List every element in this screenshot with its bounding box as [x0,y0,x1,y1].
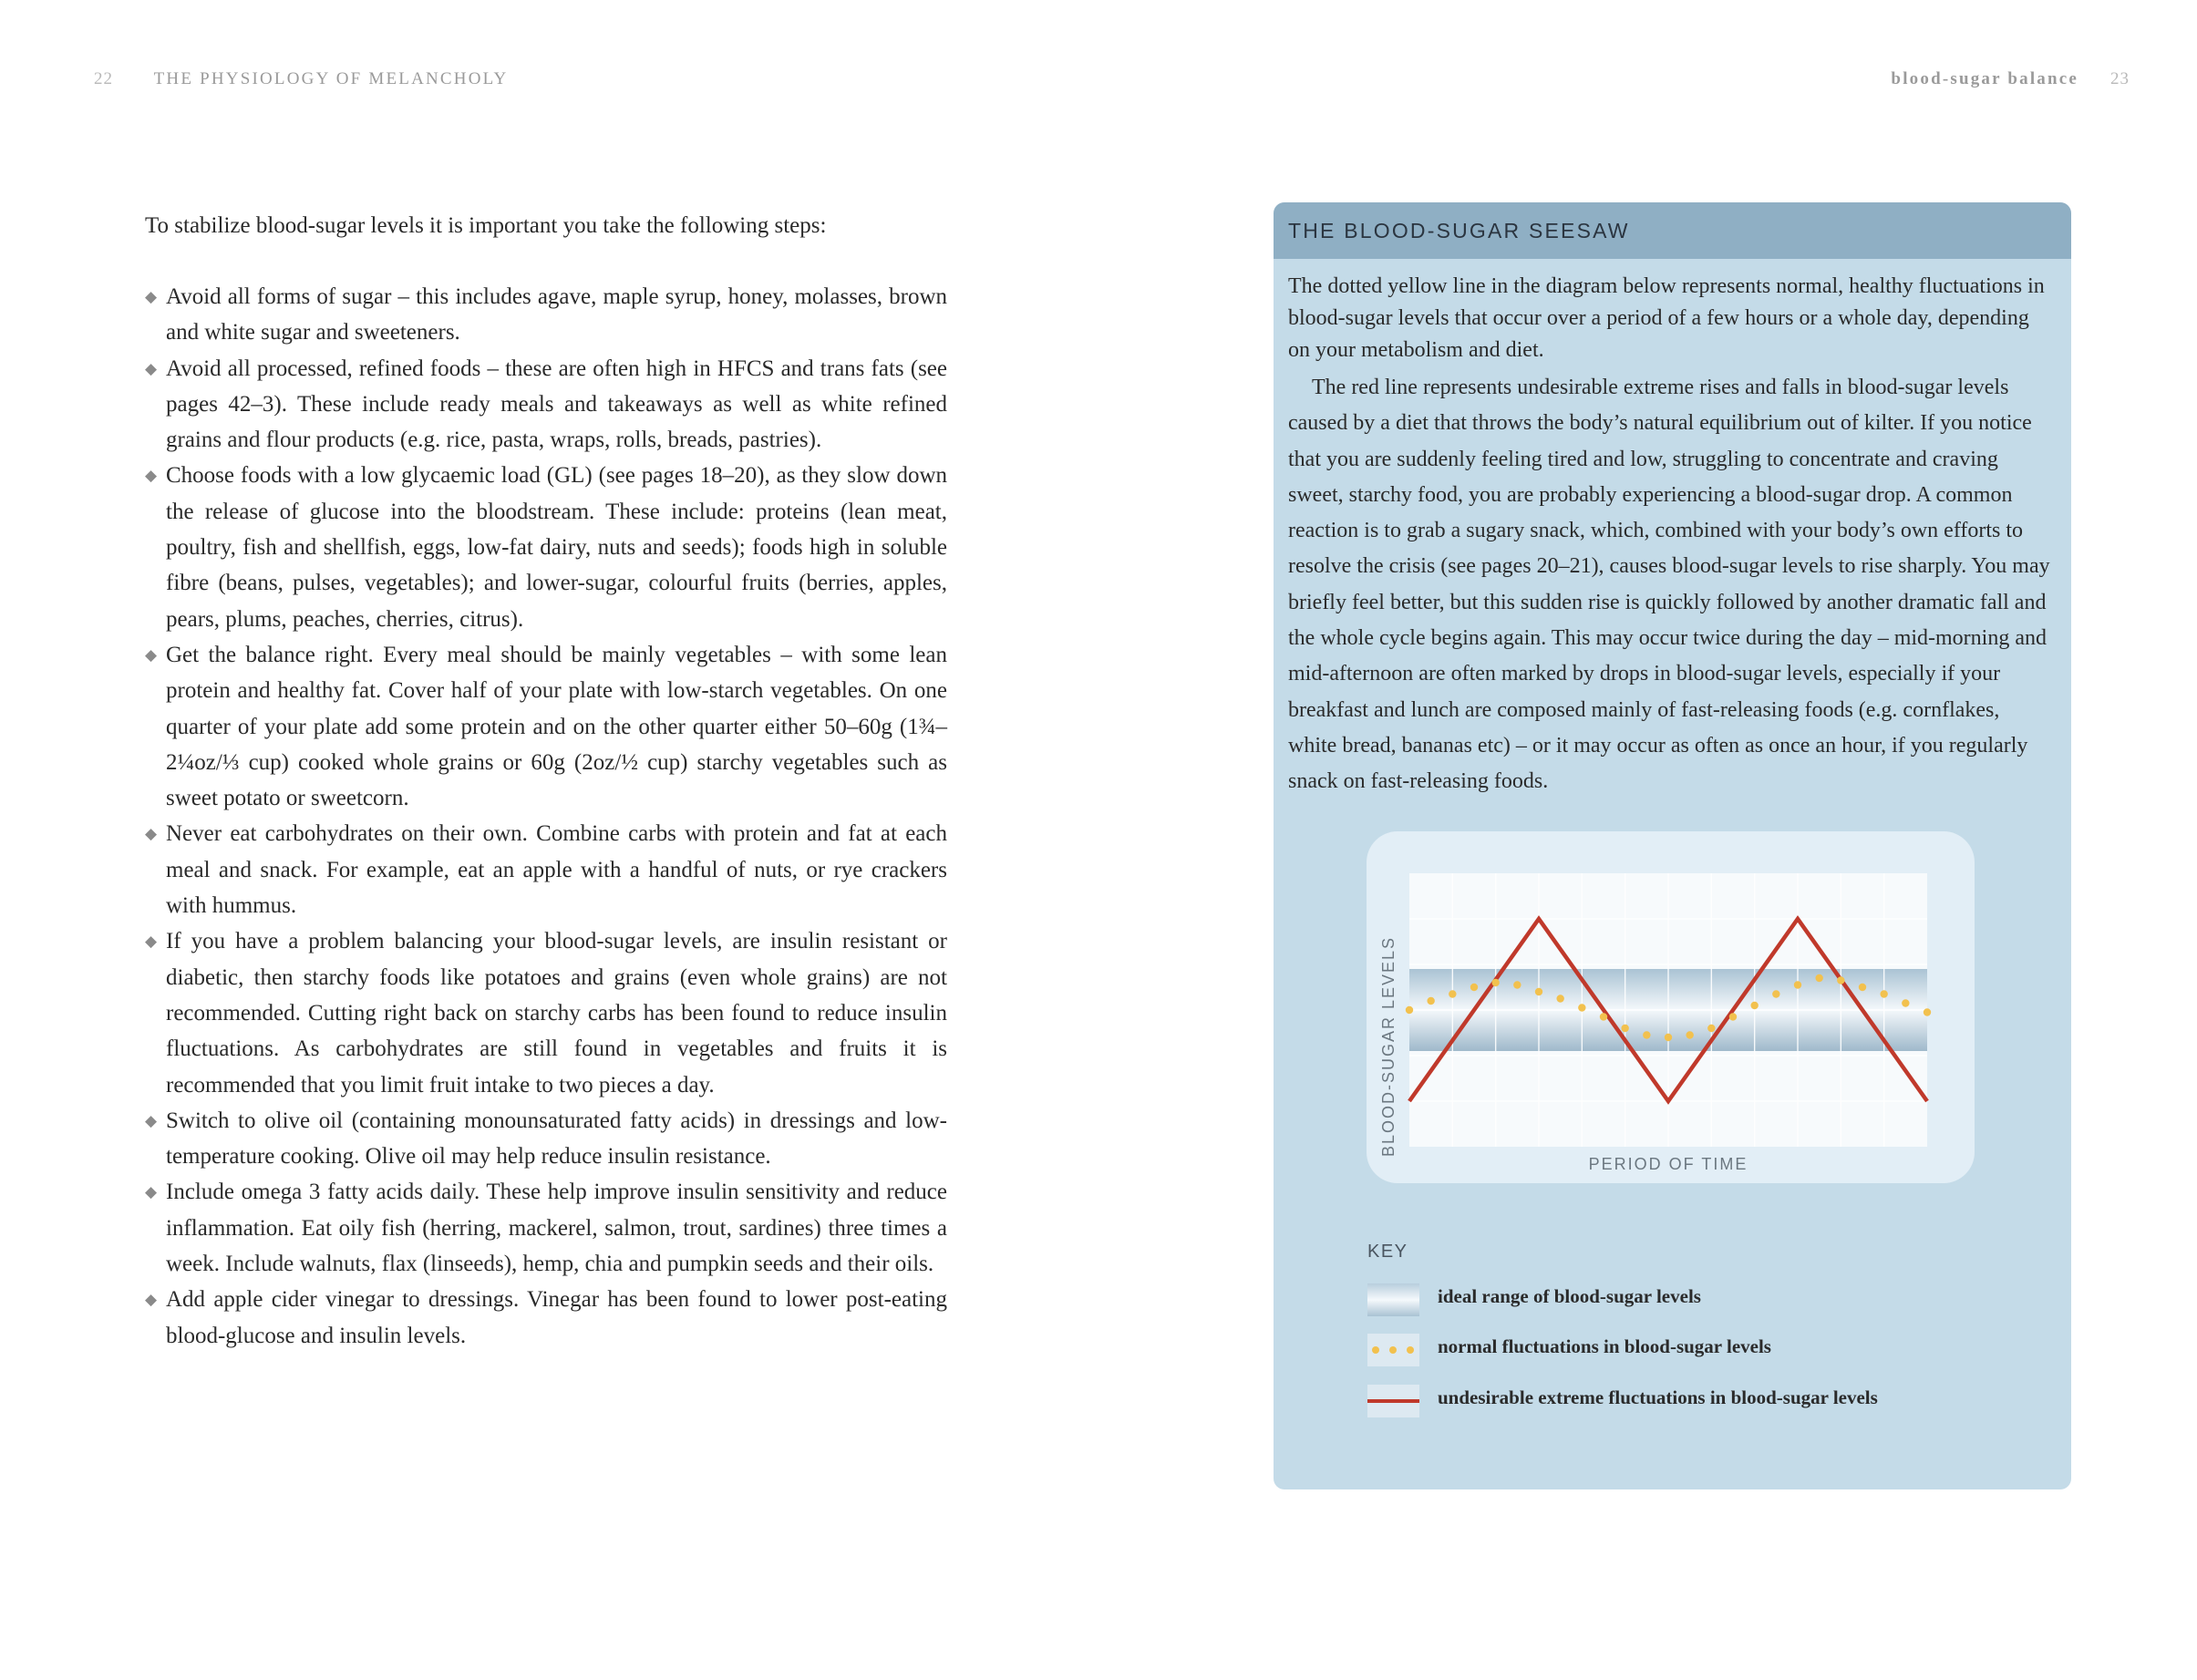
step-text: If you have a problem balancing your blood-sugar levels, are insulin resistant or diabetic, then starchy foods like potatoes and grains (even whole grains) are not recommended. Cutting right back on starchy carbs has been found to reduce insulin fluctuations. As carbohydrates are still found in vegetables and fruits it is recommended that you limit fruit intake to two pieces a day. [166,929,947,1098]
left-column [145,208,947,1354]
bullet-icon: ◆ [145,825,158,843]
panel-paragraph-1: The dotted yellow line in the diagram below represents normal, healthy fluctuations in blood-sugar levels that occur over a period of a few hours or a whole day, depending on your metabolism and diet. [1288,274,2045,362]
right-running-head [1891,69,2130,89]
normal-fluctuation-point [1859,984,1866,991]
step-text: Avoid all forms of sugar – this includes agave, maple syrup, honey, molasses, brown and white sugar and sweeteners. [166,284,947,345]
step-text: Get the balance right. Every meal should be mainly vegetables – with some lean protein and healthy fat. Cover half of your plate with low-starch vegetables. On one quarter of your plate add some protein and on the other quarter either 50–60g (1¾–2¼oz/⅓ cup) cooked whole grains or 60g (2oz/½ cup) starchy vegetables such as sweet potato or sweetcorn. [166,642,947,811]
y-axis-label: BLOOD-SUGAR LEVELS [1379,935,1398,1158]
bullet-icon: ◆ [145,288,158,305]
normal-fluctuation-point [1556,995,1563,1002]
normal-fluctuation-point [1513,981,1521,988]
right-running-title: blood-sugar balance [1891,69,2079,88]
bullet-icon: ◆ [145,359,158,377]
normal-fluctuation-point [1880,990,1887,997]
bullet-icon: ◆ [145,1291,158,1309]
normal-fluctuation-point [1837,976,1844,984]
normal-fluctuation-point [1643,1031,1650,1038]
normal-fluctuation-point [1449,990,1456,997]
panel-paragraph-2: The red line represents undesirable extreme rises and falls in blood-sugar levels caused by a diet that throws the body’s natural equilibrium out of kilter. If you notice that you are suddenly feeling tired and low, struggling to concentrate and craving sweet, starchy food, you are probably experiencing a blood-sugar drop. A common reaction is to grab a sugary snack, which, combined with your body’s own efforts to resolve the crisis (see pages 20–21), causes blood-sugar levels to rise sharply. You may briefly feel better, but this sudden rise is quickly followed by another dramatic fall and the whole cycle begins again. This may occur twice during the day – mid-morning and mid-afternoon are often marked by drops in blood-sugar levels, especially if your breakfast and lunch are composed mainly of fast-releasing foods (e.g. cornflakes, white bread, bananas etc) – or it may occur as often as once an hour, if you regularly snack on fast-releasing foods. [1288,376,2050,794]
step-text: Never eat carbohydrates on their own. Combine carbs with protein and fat at each meal and snack. For example, eat an apple with a handful of nuts, or rye crackers with hummus. [166,821,947,919]
step-text: Choose foods with a low glycaemic load (GL) (see pages 18–20), as they slow down the release of glucose into the bloodstream. These include: proteins (lean meat, poultry, fish and shellfish, eggs, low-fat dairy, nuts and seeds); foods high in soluble fibre (beans, pulses, vegetables); and lower-sugar, colourful fruits (berries, apples, pears, plums, peaches, cherries, citrus). [166,463,947,632]
step-item [145,1103,947,1175]
bullet-icon: ◆ [145,933,158,951]
normal-fluctuation-point [1924,1008,1931,1015]
step-item [145,1174,947,1282]
normal-fluctuation-point [1491,979,1499,986]
bullet-icon: ◆ [145,1183,158,1201]
intro-text: To stabilize blood-sugar levels it is important you take the following steps: [145,213,827,238]
left-running-title: THE PHYSIOLOGY OF MELANCHOLY [153,69,509,88]
normal-fluctuation-point [1772,990,1779,997]
step-item [145,816,947,923]
x-axis-label: PERIOD OF TIME [1588,1155,1748,1173]
normal-fluctuations-swatch [1367,1334,1419,1366]
step-item [145,1282,947,1354]
step-text: Avoid all processed, refined foods – these are often high in HFCS and trans fats (see pages 42–3). These include ready meals and takeaways as well as white refined grains and flour products (e.g. rice, pasta, wraps, rolls, breads, pastries). [166,356,947,453]
step-text: Include omega 3 fatty acids daily. These help improve insulin sensitivity and reduce inflammation. Eat oily fish (herring, mackerel, salmon, trout, sardines) three times a week. Include walnuts, flax (linseeds), hemp, chia and pumpkin seeds and their oils. [166,1180,947,1277]
key-label-normal-fluctuations: normal fluctuations in blood-sugar levels [1438,1335,1771,1357]
normal-fluctuation-point [1600,1013,1607,1020]
normal-fluctuation-point [1535,988,1542,995]
normal-fluctuation-point [1406,1006,1413,1014]
normal-fluctuation-point [1902,999,1909,1006]
extreme-fluctuations-swatch [1367,1385,1419,1417]
step-item [145,637,947,816]
normal-fluctuation-point [1470,984,1478,991]
normal-fluctuation-point [1665,1034,1672,1041]
normal-fluctuation-point [1578,1004,1585,1011]
normal-fluctuation-point [1815,974,1822,982]
step-text: Add apple cider vinegar to dressings. Vinegar has been found to lower post-eating blood-glucose and insulin levels. [166,1287,947,1348]
step-item [145,279,947,351]
bullet-icon: ◆ [145,467,158,485]
step-item [145,923,947,1102]
key-title: KEY [1367,1242,1408,1262]
chart-container [1367,831,1975,1183]
seesaw-panel [1274,202,2071,1489]
normal-fluctuation-point [1750,1002,1758,1009]
normal-fluctuation-point [1427,997,1434,1005]
ideal-range-swatch [1367,1283,1419,1316]
normal-fluctuation-point [1729,1013,1737,1020]
normal-fluctuation-point [1621,1025,1628,1032]
key-label-extreme-fluctuations: undesirable extreme fluctuations in blood-sugar levels [1438,1386,1878,1408]
panel-body [1274,259,2071,800]
normal-fluctuation-point [1794,981,1801,988]
step-item [145,351,947,459]
steps-list [145,279,947,1354]
right-page-number: 23 [2110,69,2130,88]
left-page-number: 22 [94,69,113,88]
bullet-icon: ◆ [145,645,158,664]
step-item [145,458,947,636]
left-running-head [94,69,508,89]
bullet-icon: ◆ [145,1111,158,1129]
panel-title: THE BLOOD-SUGAR SEESAW [1274,202,2071,259]
key-label-ideal-range: ideal range of blood-sugar levels [1438,1285,1701,1307]
step-text: Switch to olive oil (containing monounsaturated fatty acids) in dressings and low-temperature cooking. Olive oil may help reduce insulin resistance. [166,1108,947,1170]
normal-fluctuation-point [1707,1025,1715,1032]
normal-fluctuation-point [1686,1031,1693,1038]
blood-sugar-chart [1367,831,1975,1183]
